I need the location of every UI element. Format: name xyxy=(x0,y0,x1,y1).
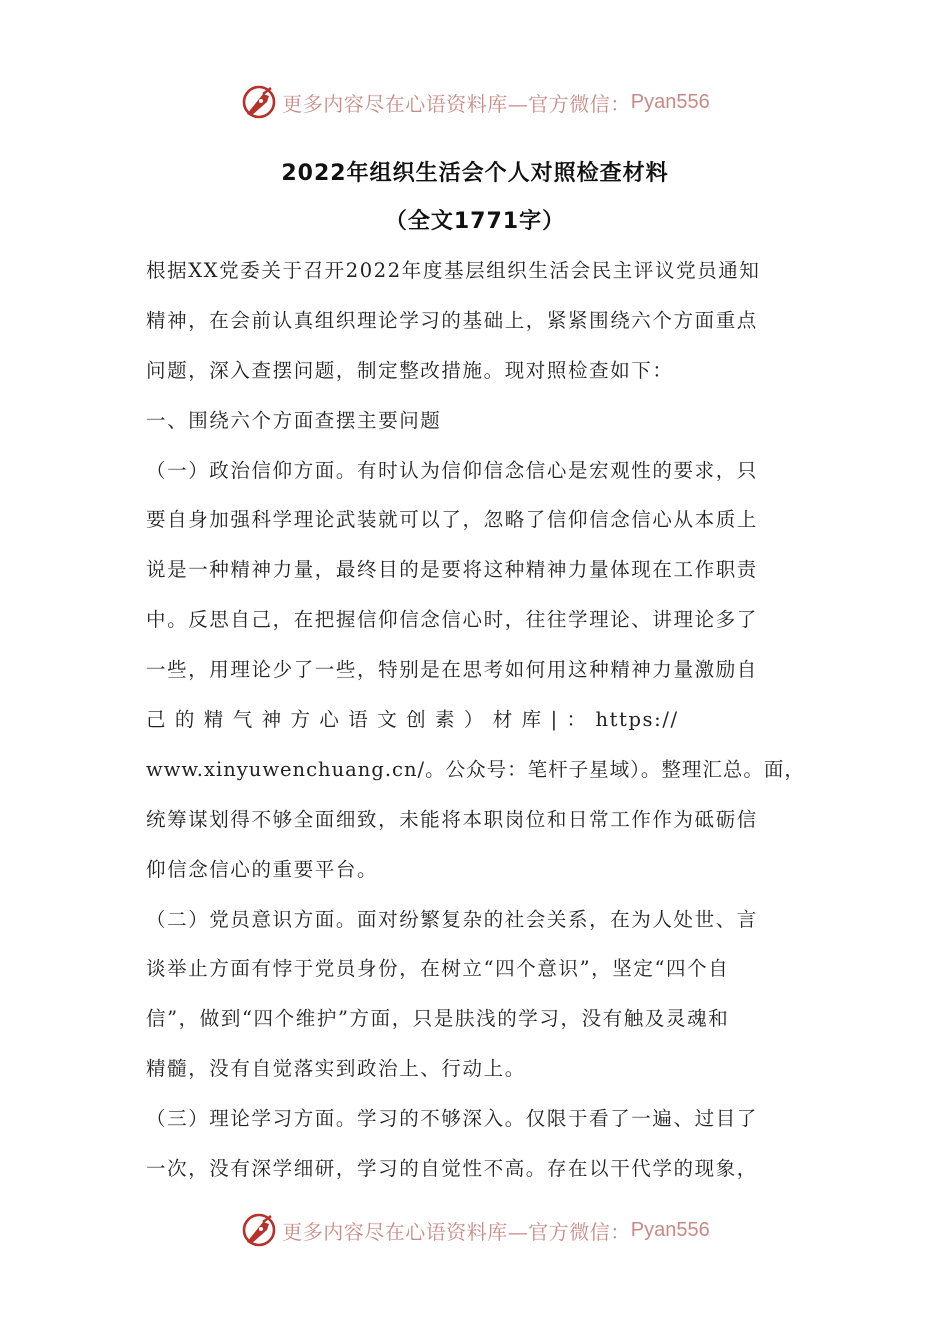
body-line: （一）政治信仰方面。有时认为信仰信念信心是宏观性的要求，只 xyxy=(146,458,758,482)
pen-nib-logo-icon xyxy=(240,1211,278,1249)
body-line: 己 的 精 气 神 方 心 语 文 创 素 ） 材 库 | ： https:// xyxy=(146,708,679,732)
body-line: 说是一种精神力量，最终目的是要将这种精神力量体现在工作职责 xyxy=(146,558,758,582)
body-line: 谈举止方面有悖于党员身份，在树立“四个意识”，坚定“四个自 xyxy=(146,957,730,981)
banner-text: 更多内容尽在心语资料库—官方微信： xyxy=(282,91,631,116)
body-line: 问题，深入查摆问题，制定整改措施。现对照检查如下： xyxy=(146,358,674,382)
body-line: 一些，用理论少了一些，特别是在思考如何用这种精神力量激励自 xyxy=(146,658,758,682)
body-line: www.xinyuwenchuang.cn/。公众号：笔杆子星域）。整理汇总。面， xyxy=(146,757,805,781)
body-line: 仰信念信心的重要平台。 xyxy=(146,857,379,881)
banner-wechat-id: Pyan556 xyxy=(630,90,710,113)
document-title: 2022年组织生活会个人对照检查材料 xyxy=(281,161,669,186)
document-subtitle: （全文1771字） xyxy=(384,209,566,234)
section-heading: 一、围绕六个方面查摆主要问题 xyxy=(146,408,442,432)
body-line: 一次，没有深学细研，学习的自觉性不高。存在以干代学的现象， xyxy=(146,1157,758,1181)
body-line: 根据XX党委关于召开2022年度基层组织生活会民主评议党员通知 xyxy=(146,259,761,282)
banner-text: 更多内容尽在心语资料库—官方微信： xyxy=(282,1219,631,1244)
body-line: 统筹谋划得不够全面细致，未能将本职岗位和日常工作作为砥砺信 xyxy=(146,807,758,831)
document-body xyxy=(146,246,808,1194)
body-line: （三）理论学习方面。学习的不够深入。仅限于看了一遍、过目了 xyxy=(146,1107,758,1131)
pen-nib-logo-icon xyxy=(240,83,278,121)
body-line: 中。反思自己，在把握信仰信念信心时，往往学理论、讲理论多了 xyxy=(146,608,758,632)
body-line: （二）党员意识方面。面对纷繁复杂的社会关系，在为人处世、言 xyxy=(146,907,758,931)
header-banner xyxy=(0,80,950,124)
banner-wechat-id: Pyan556 xyxy=(630,1218,710,1241)
footer-banner xyxy=(0,1208,950,1252)
body-line: 精神，在会前认真组织理论学习的基础上，紧紧围绕六个方面重点 xyxy=(146,308,758,332)
body-line: 精髓，没有自觉落实到政治上、行动上。 xyxy=(146,1057,526,1081)
body-line: 信”，做到“四个维护”方面，只是肤浅的学习，没有触及灵魂和 xyxy=(146,1007,730,1031)
body-line: 要自身加强科学理论武装就可以了，忽略了信仰信念信心从本质上 xyxy=(146,508,758,532)
